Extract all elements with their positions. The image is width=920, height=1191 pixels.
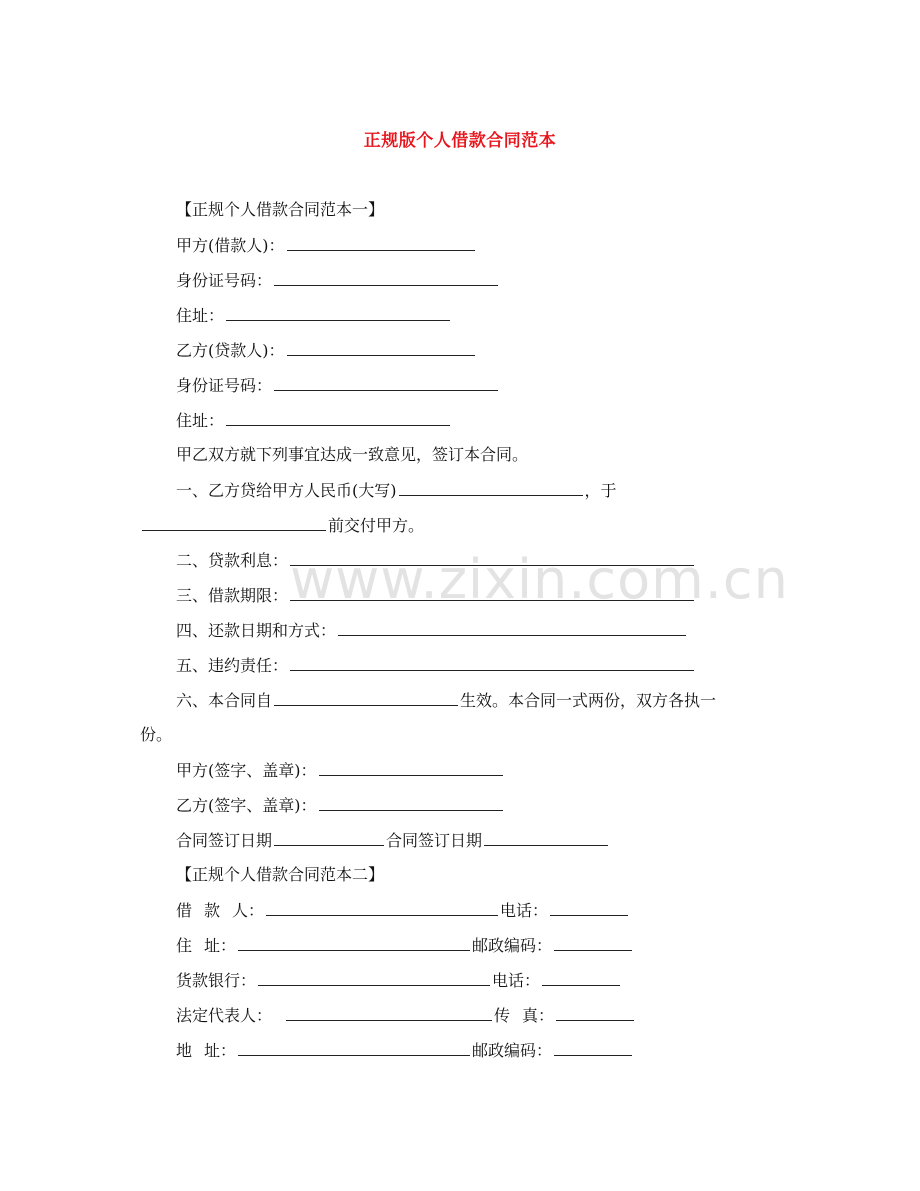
clause1-continued-line: 前交付甲方。 bbox=[140, 514, 424, 537]
bank-phone-blank[interactable] bbox=[542, 969, 620, 986]
effective-date-blank[interactable] bbox=[274, 689, 458, 706]
sign-a-line: 甲方(签字、盖章)： bbox=[176, 759, 505, 782]
fax-blank[interactable] bbox=[556, 1004, 634, 1021]
clause2-line: 二、贷款利息： bbox=[176, 549, 696, 572]
agreement-line: 甲乙双方就下列事宜达成一致意见，签订本合同。 bbox=[176, 445, 529, 464]
signing-date-blank-1[interactable] bbox=[274, 829, 384, 846]
addr-a-line: 住址： bbox=[176, 304, 452, 327]
sign-b-line: 乙方(签字、盖章)： bbox=[176, 794, 505, 817]
bank-line: 货款银行： 电话： bbox=[176, 969, 622, 992]
id-a-line: 身份证号码： bbox=[176, 269, 500, 292]
borrower-postcode-blank[interactable] bbox=[554, 934, 632, 951]
section2-heading: 【正规个人借款合同范本二】 bbox=[176, 865, 385, 884]
section1-heading: 【正规个人借款合同范本一】 bbox=[176, 200, 385, 219]
borrower-blank[interactable] bbox=[266, 899, 498, 916]
liability-blank[interactable] bbox=[290, 654, 694, 671]
clause3-line: 三、借款期限： bbox=[176, 584, 696, 607]
signing-date-blank-2[interactable] bbox=[484, 829, 608, 846]
clause4-line: 四、还款日期和方式： bbox=[176, 619, 688, 642]
interest-blank[interactable] bbox=[290, 549, 694, 566]
party-a-line: 甲方(借款人)： bbox=[176, 234, 477, 257]
borrower-line: 借 款 人： 电话： bbox=[176, 899, 630, 922]
clause5-line: 五、违约责任： bbox=[176, 654, 696, 677]
clause6-line: 六、本合同自 生效。本合同一式两份，双方各执一 bbox=[176, 691, 717, 710]
addr-b-blank[interactable] bbox=[226, 409, 450, 426]
id-b-line: 身份证号码： bbox=[176, 374, 500, 397]
clause1-line: 一、乙方贷给甲方人民币(大写) ，于 bbox=[176, 481, 617, 500]
watermark: www.zixin.com.cn bbox=[290, 548, 789, 611]
legal-rep-line: 法定代表人： 传 真： bbox=[176, 1004, 636, 1027]
legal-rep-blank[interactable] bbox=[286, 1004, 492, 1021]
id-b-blank[interactable] bbox=[274, 374, 498, 391]
clause6-continued-line: 份。 bbox=[140, 725, 173, 744]
bank-postcode-blank[interactable] bbox=[554, 1039, 632, 1056]
sign-a-blank[interactable] bbox=[319, 759, 503, 776]
borrower-address-line: 住 址： 邮政编码： bbox=[176, 934, 634, 957]
party-b-blank[interactable] bbox=[287, 339, 475, 356]
party-b-line: 乙方(贷款人)： bbox=[176, 339, 477, 362]
term-blank[interactable] bbox=[290, 584, 694, 601]
addr-a-blank[interactable] bbox=[226, 304, 450, 321]
signing-date-line: 合同签订日期 合同签订日期 bbox=[176, 829, 610, 852]
bank-blank[interactable] bbox=[258, 969, 490, 986]
bank-address-blank[interactable] bbox=[238, 1039, 470, 1056]
party-a-blank[interactable] bbox=[287, 234, 475, 251]
id-a-blank[interactable] bbox=[274, 269, 498, 286]
borrower-address-blank[interactable] bbox=[238, 934, 470, 951]
addr-b-line: 住址： bbox=[176, 409, 452, 432]
bank-address-line: 地 址： 邮政编码： bbox=[176, 1039, 634, 1062]
document-title: 正规版个人借款合同范本 bbox=[363, 131, 557, 151]
borrower-phone-blank[interactable] bbox=[550, 899, 628, 916]
delivery-date-blank[interactable] bbox=[142, 514, 326, 531]
repayment-blank[interactable] bbox=[338, 619, 686, 636]
sign-b-blank[interactable] bbox=[319, 794, 503, 811]
amount-blank[interactable] bbox=[399, 479, 583, 496]
